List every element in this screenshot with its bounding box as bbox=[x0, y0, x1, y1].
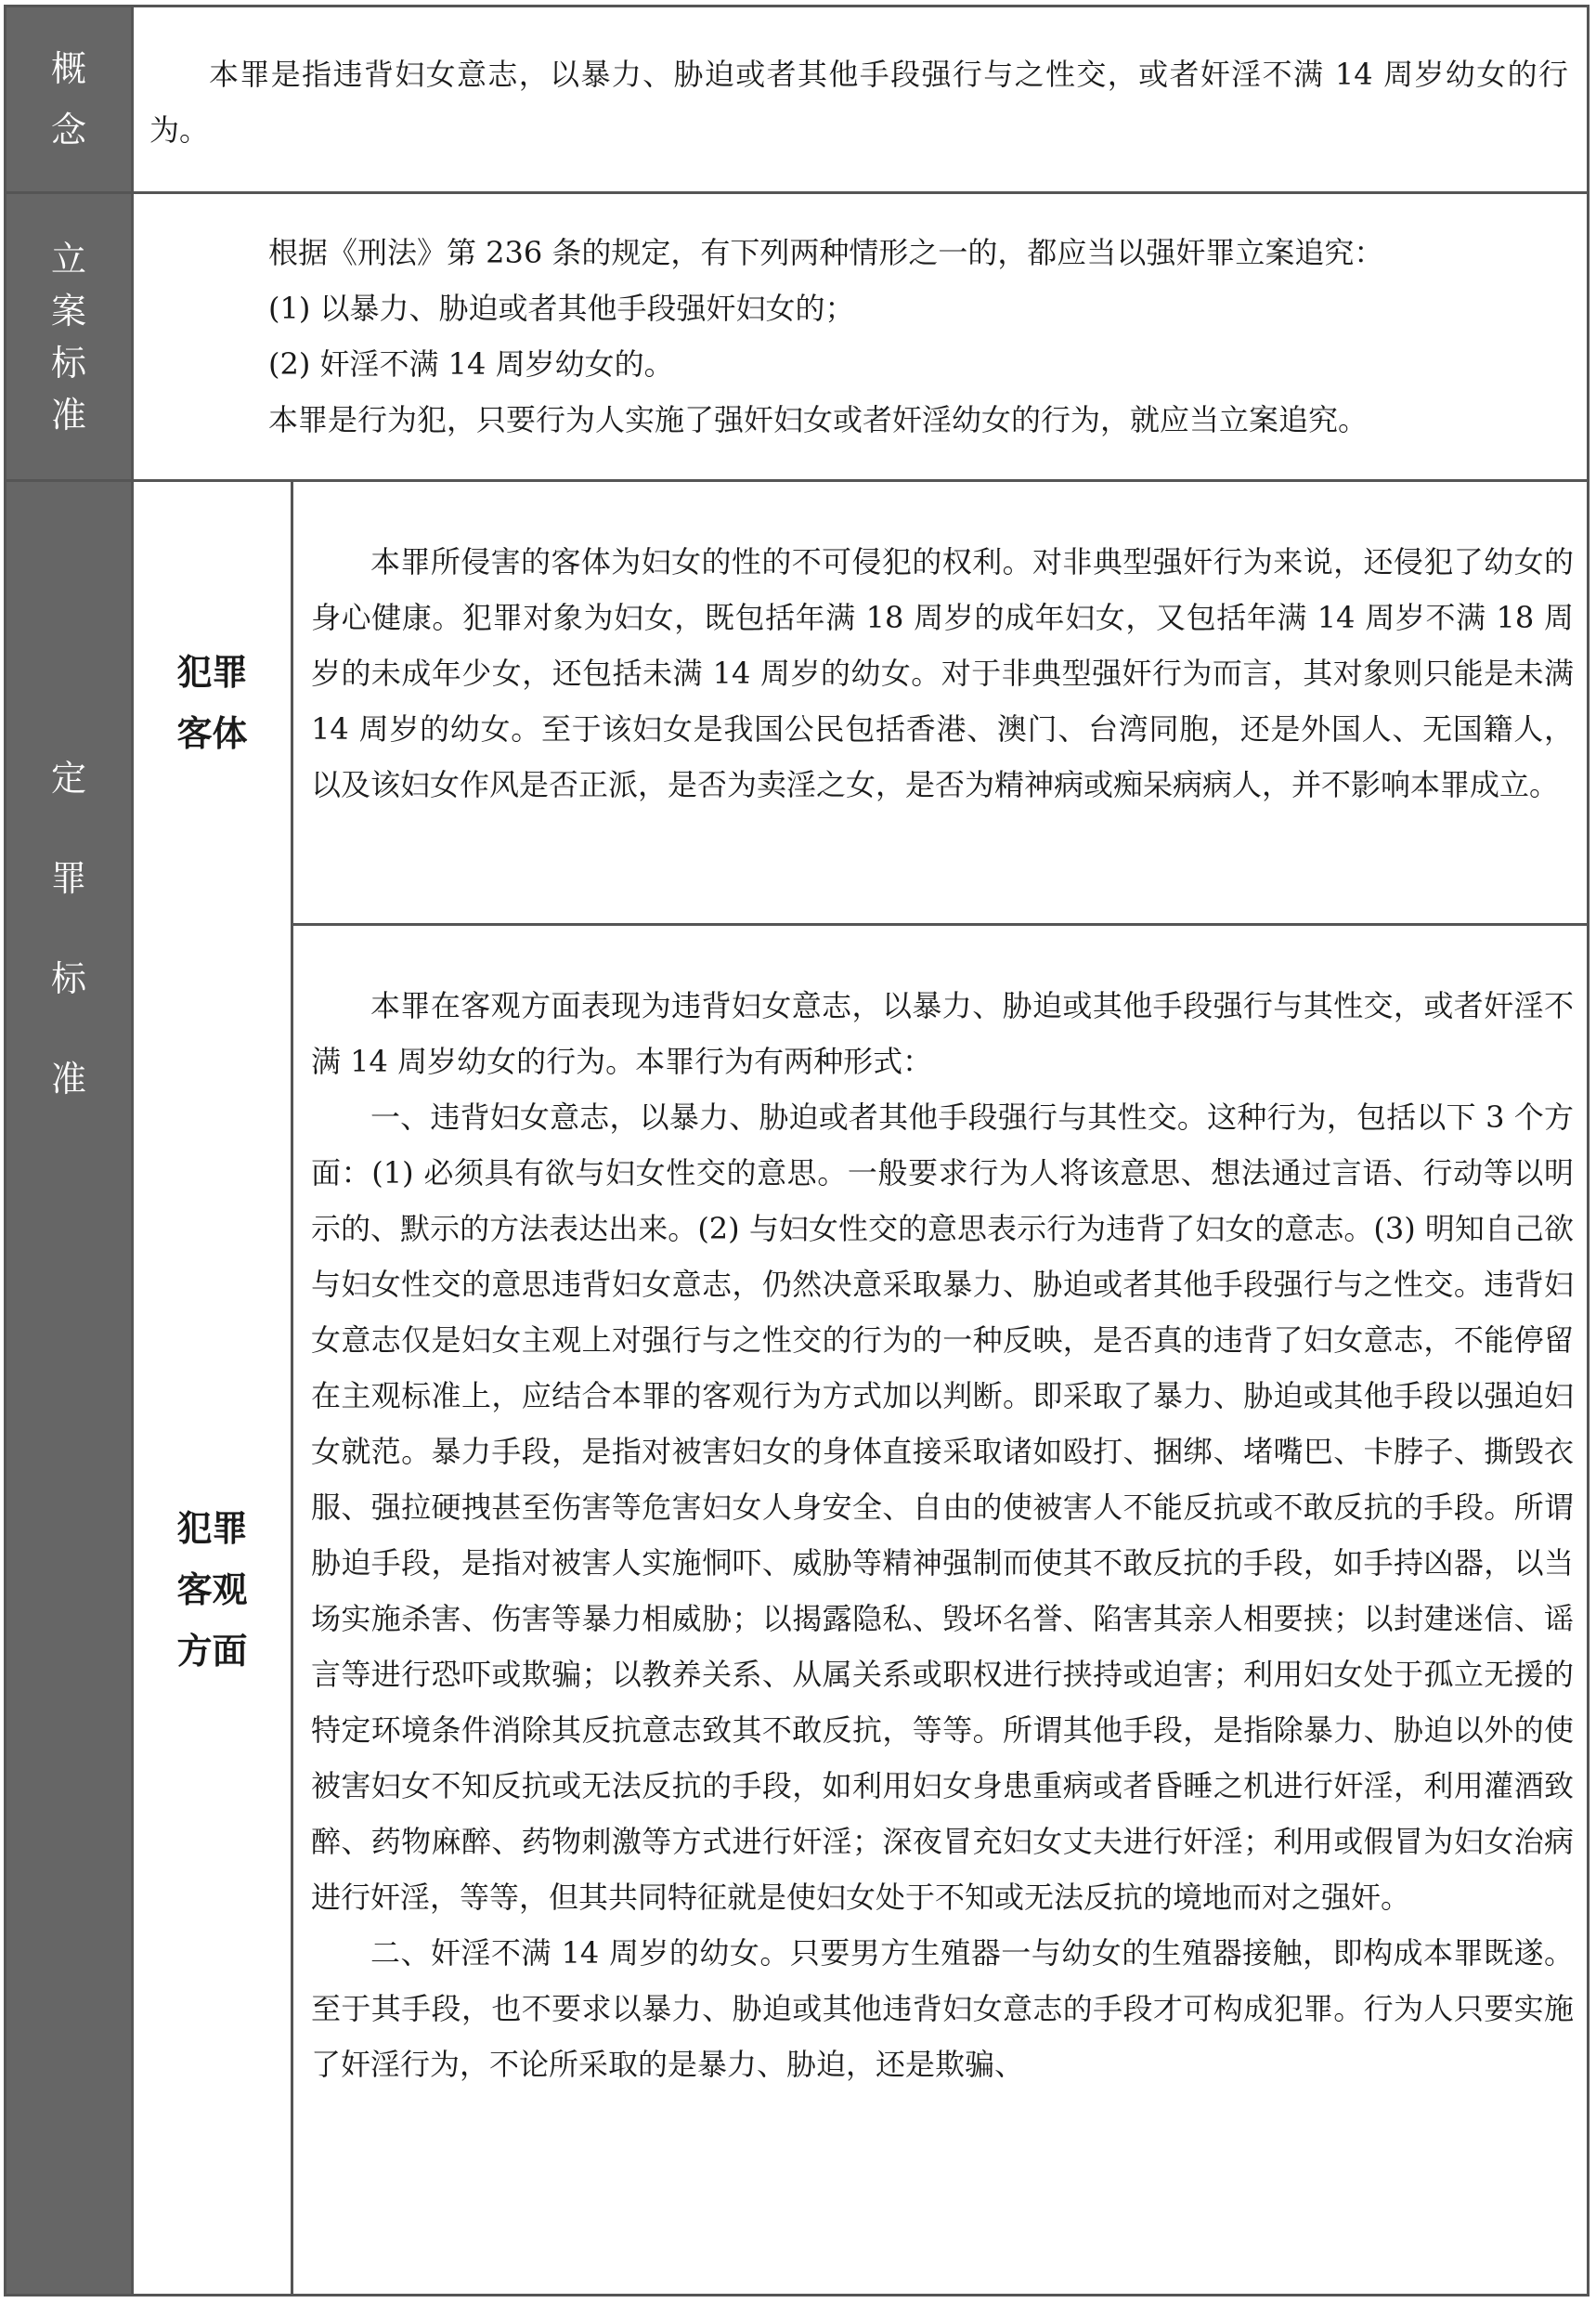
header-filing bbox=[6, 194, 131, 479]
divider-sublabel bbox=[291, 482, 293, 2294]
header-conviction-label: 定 罪 标 准 bbox=[50, 758, 86, 1099]
label-objective-aspect: 犯罪 客观 方面 bbox=[176, 1508, 248, 1672]
divider-subrow bbox=[291, 923, 1587, 926]
concept-text: 本罪是指违背妇女意志，以暴力、胁迫或者其他手段强行与之性交，或者奸淫不满 14 周岁幼女的行为。 bbox=[149, 57, 1568, 148]
objective-aspect-text: 本罪在客观方面表现为违背妇女意志，以暴力、胁迫或其他手段强行与其性交，或者奸淫不满 14 周岁幼女的行为。本罪行为有两种形式： 一、违背妇女意志，以暴力、胁迫或者其他手段强行与其性交。这种行为，包括以下 3 个方面：(1) 必须具有欲与妇女性交的意思。一般要求行为人将该意思、想法通过言语、行动等以明示的、默示的方法表达出来。(2) 与妇女性交的意思表示行为违背了妇女的意志。(3) 明知自己欲与妇女性交的意思违背妇女意志，仍然决意采取暴力、胁迫或者其他手段强行与之性交。违背妇女意志仅是妇女主观上对强行与之性交的行为的一种反映，是否真的违背了妇女意志，不能停留在主观标准上，应结合本罪的客观行为方式加以判断。即采取了暴力、胁迫或其他手段以强迫妇女就范。暴力手段，是指对被害妇女的身体直接采取诸如殴打、捆绑、堵嘴巴、卡脖子、撕毁衣服、强拉硬拽甚至伤害等危害妇女人身安全、自由的使被害人不能反抗或不敢反抗的手段。所谓胁迫手段，是指对被害人实施恫吓、威胁等精神强制而使其不敢反抗的手段，如手持凶器，以当场实施杀害、伤害等暴力相威胁；以揭露隐私、毁坏名誉、陷害其亲人相要挟；以封建迷信、谣言等进行恐吓或欺骗；以教养关系、从属关系或职权进行挟持或迫害；利用妇女处于孤立无援的特定环境条件消除其反抗意志致其不敢反抗，等等。所谓其他手段，是指除暴力、胁迫以外的使被害妇女不知反抗或无法反抗的手段，如利用妇女身患重病或者昏睡之机进行奸淫，利用灌酒致醉、药物麻醉、药物刺激等方式进行奸淫；深夜冒充妇女丈夫进行奸淫；利用或假冒为妇女治病进行奸淫，等等，但其共同特征就是使妇女处于不知或无法反抗的境地而对之强奸。 二、奸淫不满 14 周岁的幼女。只要男方生殖器一与幼女的生殖器接触，即构成本罪既遂。至于其手段，也不要求以暴力、胁迫或其他违背妇女意志的手段才可构成犯罪。行为人只要实施了奸淫行为，不论所采取的是暴力、胁迫，还是欺骗、 bbox=[311, 988, 1574, 2082]
divider-header bbox=[131, 7, 134, 2294]
header-concept-label: 概 念 bbox=[50, 48, 86, 150]
crime-table bbox=[4, 5, 1590, 2296]
header-concept bbox=[6, 7, 131, 191]
divider-row-1 bbox=[6, 191, 1587, 194]
crime-object-text: 本罪所侵害的客体为妇女的性的不可侵犯的权利。对非典型强奸行为来说，还侵犯了幼女的身心健康。犯罪对象为妇女，既包括年满 18 周岁的成年妇女，又包括年满 14 周岁不满 18 周岁的未成年少女，还包括未满 14 周岁的幼女。对于非典型强奸行为而言，其对象则只能是未满 14 周岁的幼女。至于该妇女是我国公民包括香港、澳门、台湾同胞，还是外国人、无国籍人，以及该妇女作风是否正派，是否为卖淫之女，是否为精神病或痴呆病病人，并不影响本罪成立。 bbox=[311, 544, 1574, 802]
label-crime-object: 犯罪 客体 bbox=[176, 651, 248, 754]
header-conviction bbox=[6, 482, 131, 2294]
header-filing-label: 立 案 标 准 bbox=[50, 238, 86, 436]
filing-text: 根据《刑法》第 236 条的规定，有下列两种情形之一的，都应当以强奸罪立案追究： (1) 以暴力、胁迫或者其他手段强奸妇女的； (2) 奸淫不满 14 周岁幼女的。 本罪是行为犯，只要行为人实施了强奸妇女或者奸淫幼女的行为，就应当立案追究。 bbox=[268, 235, 1384, 437]
